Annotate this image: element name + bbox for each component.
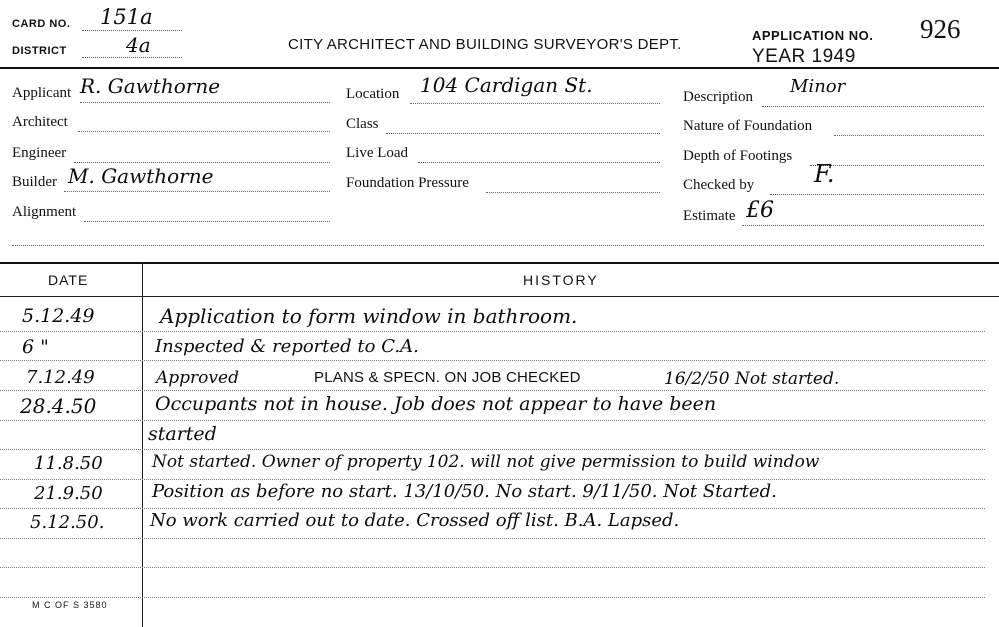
- description-value: Minor: [790, 76, 846, 97]
- architect-label: Architect: [12, 114, 68, 130]
- history-entry-date: 6 ": [22, 336, 49, 358]
- history-entry-text: Application to form window in bathroom.: [160, 304, 578, 328]
- history-top-rule: [0, 262, 999, 264]
- history-entry-text: started: [148, 423, 217, 445]
- history-entry-text: Occupants not in house. Job does not appear to have been: [155, 393, 717, 415]
- history-ruled-line: [0, 567, 985, 568]
- history-entry-date: 11.8.50: [34, 453, 103, 474]
- live-load-label: Live Load: [346, 145, 409, 161]
- history-ruled-line: [0, 390, 985, 391]
- nature-of-foundation-label: Nature of Foundation: [683, 118, 813, 134]
- applicant-label: Applicant: [12, 85, 72, 101]
- history-ruled-line: [0, 449, 985, 450]
- application-no-value: 926: [920, 14, 961, 44]
- location-value: 104 Cardigan St.: [420, 73, 593, 97]
- card-no-label: CARD NO.: [12, 18, 71, 30]
- builder-value: M. Gawthorne: [68, 164, 214, 188]
- card-no-line: [82, 30, 182, 31]
- class-label: Class: [346, 116, 379, 132]
- description-line: [762, 106, 984, 107]
- year-label: YEAR 1949: [752, 46, 856, 67]
- district-line: [82, 57, 182, 58]
- history-ruled-line: [0, 331, 985, 332]
- date-column-header: DATE: [48, 272, 89, 288]
- history-ruled-line: [0, 479, 985, 480]
- history-entry-text: No work carried out to date. Crossed off list. B.A. Lapsed.: [150, 510, 680, 531]
- history-entry-text: Not started. Owner of property 102. will not give permission to build window: [152, 452, 820, 472]
- plans-checked-stamp: PLANS & SPECN. ON JOB CHECKED: [314, 369, 581, 386]
- history-ruled-line: [0, 420, 985, 421]
- estimate-value: £6: [746, 198, 774, 223]
- history-ruled-line: [0, 538, 985, 539]
- dept-title: CITY ARCHITECT AND BUILDING SURVEYOR'S DEPT.: [288, 36, 682, 53]
- estimate-label: Estimate: [683, 208, 736, 224]
- description-label: Description: [683, 89, 753, 105]
- history-ruled-line: [0, 360, 985, 361]
- district-label: DISTRICT: [12, 45, 67, 57]
- history-entry-date: 21.9.50: [34, 483, 103, 504]
- location-line: [410, 103, 660, 104]
- depth-of-footings-label: Depth of Footings: [683, 148, 793, 164]
- history-entry-text: Approved: [156, 368, 239, 388]
- history-column-header: HISTORY: [523, 272, 599, 288]
- history-entry-note: 16/2/50 Not started.: [664, 369, 840, 389]
- builder-label: Builder: [12, 174, 57, 190]
- card-no-value: 151a: [100, 5, 153, 29]
- history-ruled-line: [0, 597, 985, 598]
- checked-by-value: F.: [814, 160, 835, 188]
- engineer-line: [74, 162, 330, 163]
- history-ruled-line: [0, 508, 985, 509]
- history-entry-date: 5.12.49: [22, 305, 95, 327]
- nature-of-foundation-line: [834, 135, 984, 136]
- live-load-line: [418, 162, 660, 163]
- class-line: [386, 133, 660, 134]
- foundation-pressure-line: [486, 192, 660, 193]
- header-divider: [0, 67, 999, 69]
- form-code: M C OF S 3580: [32, 600, 108, 610]
- blank-ruled-line: [12, 245, 984, 246]
- estimate-line: [742, 225, 984, 226]
- checked-by-label: Checked by: [683, 177, 755, 193]
- applicant-value: R. Gawthorne: [80, 74, 221, 98]
- date-column-divider: [142, 262, 143, 627]
- location-label: Location: [346, 86, 400, 102]
- history-entry-date: 7.12.49: [26, 367, 95, 388]
- history-entry-text: Inspected & reported to C.A.: [155, 336, 419, 357]
- architect-line: [78, 131, 330, 132]
- checked-by-line: [770, 194, 984, 195]
- depth-of-footings-line: [810, 165, 984, 166]
- alignment-line: [84, 221, 330, 222]
- history-entry-date: 28.4.50: [20, 394, 97, 418]
- foundation-pressure-label: Foundation Pressure: [346, 175, 469, 191]
- engineer-label: Engineer: [12, 145, 67, 161]
- history-header-rule: [0, 296, 999, 297]
- builder-line: [64, 191, 330, 192]
- alignment-label: Alignment: [12, 204, 77, 220]
- history-entry-date: 5.12.50.: [30, 512, 105, 533]
- application-no-label: APPLICATION NO.: [752, 28, 874, 43]
- history-entry-text: Position as before no start. 13/10/50. No start. 9/11/50. Not Started.: [152, 481, 777, 502]
- applicant-line: [80, 102, 330, 103]
- district-value: 4a: [126, 33, 151, 57]
